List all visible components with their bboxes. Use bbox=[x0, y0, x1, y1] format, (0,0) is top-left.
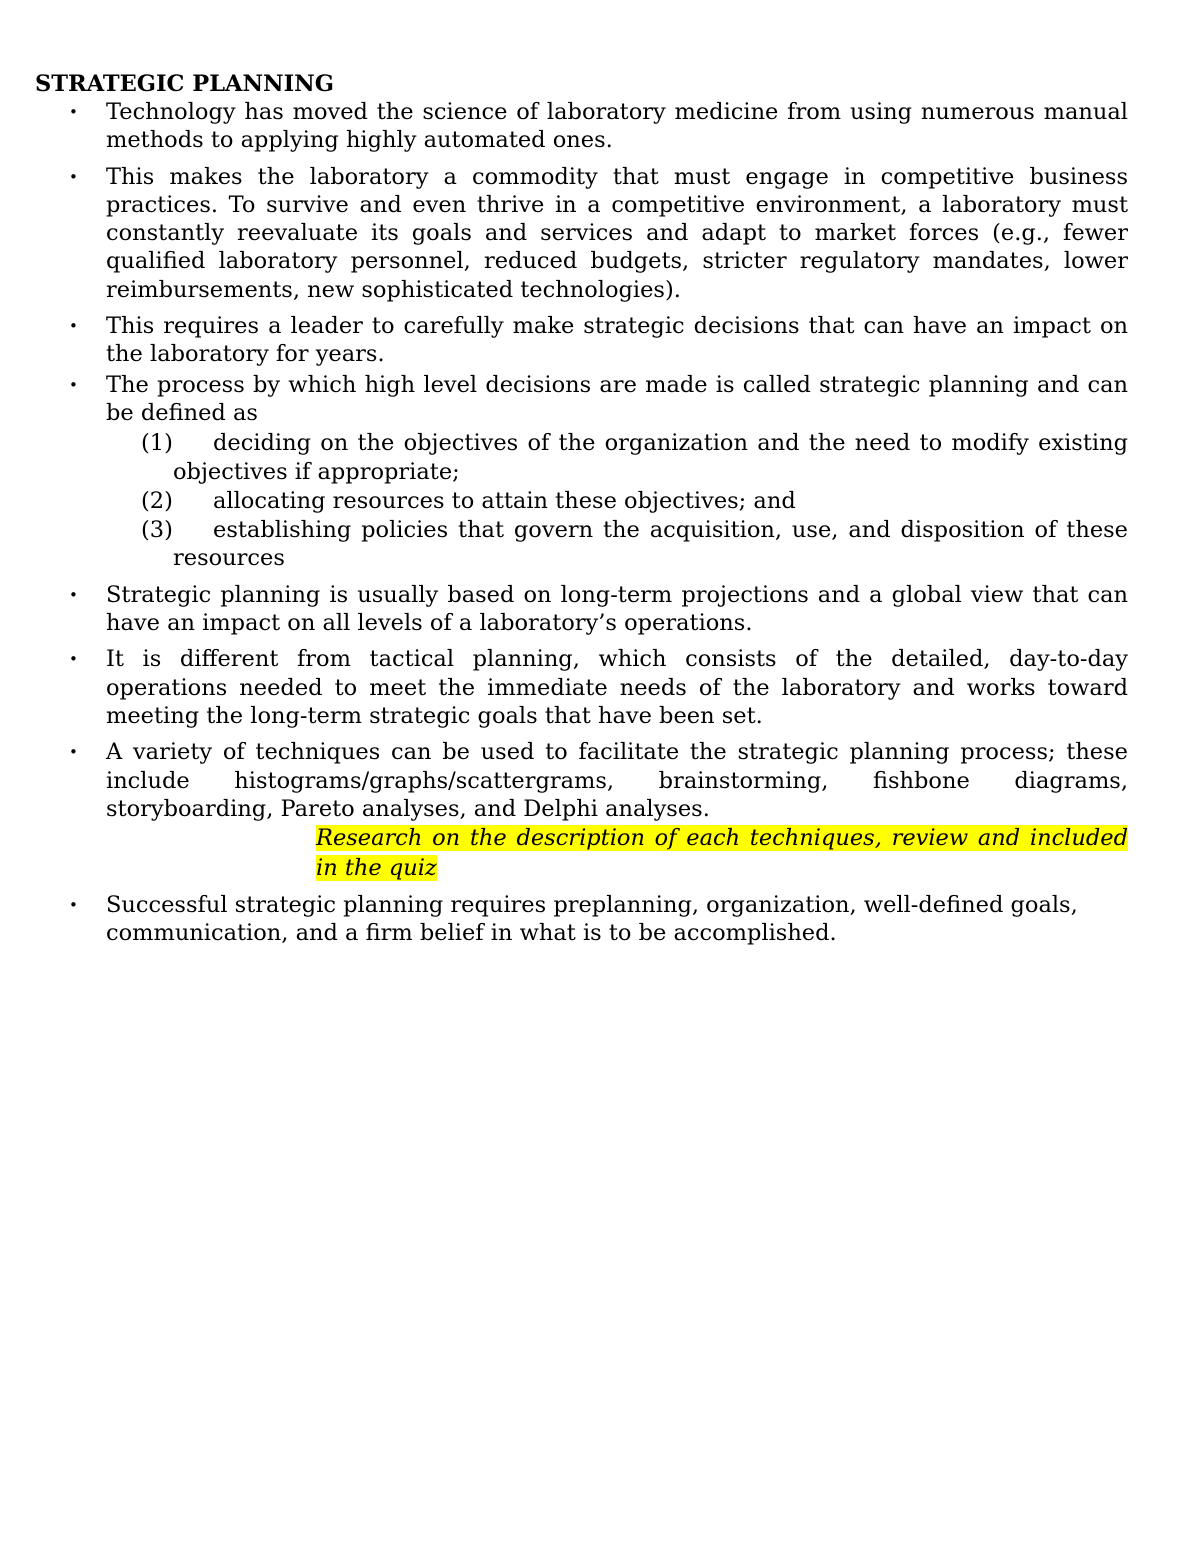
bullet-marker: • bbox=[69, 650, 78, 669]
list-item bbox=[35, 371, 1128, 573]
document-body bbox=[35, 70, 1128, 956]
bullet-text: A variety of techniques can be used to facilitate the strategic planning process; these include histograms/graphs/scattergrams, brainstorming, fishbone diagrams, storyboarding, Pareto analyses, and Delphi analyses. bbox=[106, 739, 1128, 822]
list-item bbox=[35, 312, 1128, 369]
highlighted-note: Research on the description of each techniques, review and included in the quiz bbox=[316, 825, 1128, 881]
bullet-marker: • bbox=[69, 317, 78, 336]
bullet-marker: • bbox=[69, 585, 78, 604]
item-number: (1) bbox=[141, 430, 173, 457]
highlight-note-block bbox=[106, 824, 1128, 883]
list-item bbox=[35, 163, 1128, 304]
numbered-item bbox=[106, 516, 1128, 573]
list-item bbox=[35, 891, 1128, 948]
list-item bbox=[35, 738, 1128, 883]
numbered-item bbox=[106, 429, 1128, 486]
list-item bbox=[35, 645, 1128, 730]
bullet-text: Strategic planning is usually based on long-term projections and a global view that can have an impact on all levels of a laboratory’s operations. bbox=[106, 581, 1128, 637]
list-item bbox=[35, 581, 1128, 638]
bullet-text: This makes the laboratory a commodity that must engage in competitive business practices. To survive and even thrive in a competitive environment, a laboratory must constantly reevaluate its goals and services and adapt to market forces (e.g., fewer qualified laboratory personnel, reduced budgets, stricter regulatory mandates, lower reimbursements, new sophisticated technologies). bbox=[106, 163, 1128, 303]
bullet-text: Successful strategic planning requires preplanning, organization, well-defined goals, communication, and a firm belief in what is to be accomplished. bbox=[106, 892, 1078, 947]
numbered-item bbox=[106, 487, 1128, 515]
item-number: (3) bbox=[141, 517, 173, 544]
bullet-marker: • bbox=[69, 103, 78, 121]
bullet-marker: • bbox=[69, 375, 78, 394]
item-text: establishing policies that govern the acquisition, use, and disposition of these resources bbox=[173, 517, 1128, 572]
item-text: deciding on the objectives of the organization and the need to modify existing objectives if appropriate; bbox=[173, 430, 1128, 485]
bullet-text: Technology has moved the science of laboratory medicine from using numerous manual methods to applying highly automated ones. bbox=[106, 99, 1128, 154]
bullet-text: It is different from tactical planning, which consists of the detailed, day-to-day operations needed to meet the immediate needs of the laboratory and works toward meeting the long-term strategic goals that have been set. bbox=[106, 646, 1128, 729]
bullet-marker: • bbox=[69, 896, 78, 915]
page-title: STRATEGIC PLANNING bbox=[35, 71, 334, 97]
bullet-marker: • bbox=[69, 743, 78, 762]
bullet-text: The process by which high level decisions are made is called strategic planning and can be defined as bbox=[106, 371, 1128, 426]
numbered-sublist bbox=[106, 429, 1128, 572]
bullet-list bbox=[35, 98, 1128, 948]
bullet-marker: • bbox=[69, 167, 78, 186]
bullet-text: This requires a leader to carefully make strategic decisions that can have an impact on the laboratory for years. bbox=[106, 313, 1128, 368]
item-number: (2) bbox=[141, 487, 173, 514]
list-item bbox=[35, 98, 1128, 155]
item-text: allocating resources to attain these objectives; and bbox=[213, 487, 796, 514]
